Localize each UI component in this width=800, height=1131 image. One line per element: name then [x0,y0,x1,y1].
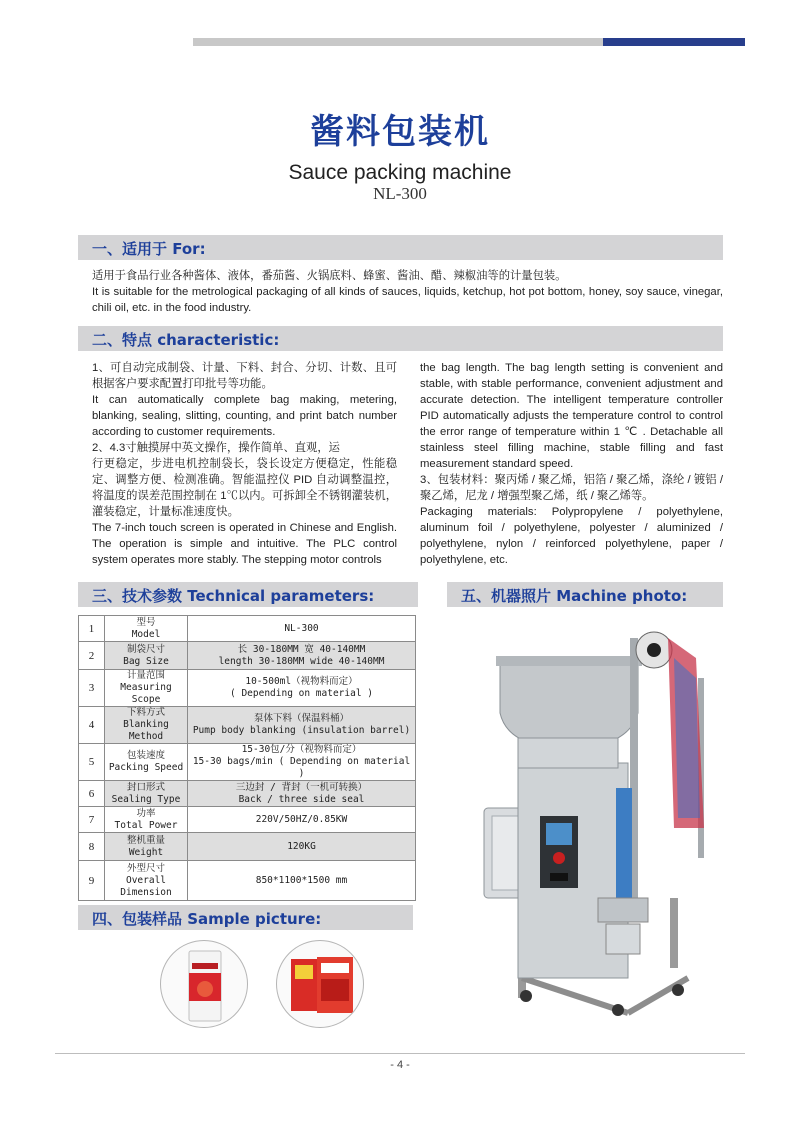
char-point1-en: It can automatically complete bag making, metering, blanking, sealing, slitting, counting, and print batch number according to customer requirements. [92,394,397,438]
param-name-line: Total Power [114,819,178,831]
param-name [105,642,188,670]
param-name-line: 整机重量 [126,834,165,846]
section-for-heading [78,235,723,260]
param-value [188,807,416,833]
param-value-line: 泵体下料（保温料桶） [253,713,349,724]
char-point1-cn: 1、可自动完成制袋、计量、下料、封合、分切、计数、且可根据客户要求配置打印批号等功能。 [92,362,397,390]
sample-picture-2 [276,940,364,1028]
param-value [188,707,416,744]
param-name [105,833,188,861]
param-row [79,781,416,807]
param-name-line: Blanking Method [123,719,169,742]
header-rule-gray [193,38,603,46]
section-for-body [92,268,723,316]
param-value-line: 三边封 / 背封（一机可转换） [235,781,368,793]
param-name-line: Bag Size [123,655,169,667]
characteristic-right-column [420,360,723,568]
param-row [79,833,416,861]
param-value-line: 120KG [287,840,316,852]
page-title-en: Sauce packing machine [288,161,512,184]
param-index: 1 [79,616,105,642]
technical-parameters-table [78,615,416,901]
param-row [79,807,416,833]
section-photo-title: 五、机器照片 Machine photo: [461,587,688,605]
param-value-line: ( Depending on material ) [230,688,373,699]
param-value-line: 长 30-180MM 宽 40-140MM [237,643,366,655]
param-name-line: 封口形式 [126,781,165,793]
for-text-en: It is suitable for the metrological packaging of all kinds of sauces, liquids, ketchup, hot pot bottom, honey, soy sauce, vinegar, chili oil, etc. in the food industry. [92,286,723,314]
char-point2-en: The 7-inch touch screen is operated in Chinese and English. The operation is simple and intuitive. The PLC control system operates more stably. The stepping motor controls [92,522,397,566]
char-point3-en: Packaging materials: Polypropylene / polyethylene, aluminum foil / polyethylene, polyester / aluminized / polyethylene, nylon / reinforced polyethylene, paper / polyethylene, etc. [420,506,723,566]
param-name [105,670,188,707]
char-point3-cn: 3、包装材料：聚丙烯 / 聚乙烯，铝箔 / 聚乙烯，涤纶 / 镀铝 / 聚乙烯，尼龙 / 增强型聚乙烯，纸 / 聚乙烯等。 [420,474,723,502]
param-value-line: 220V/50HZ/0.85KW [255,813,348,825]
param-name [105,807,188,833]
param-value-line: 15-30 bags/min ( Depending on material ) [192,756,411,779]
param-name-line: Weight [128,846,164,858]
param-name-line: Overall [125,874,167,886]
machine-photo [478,618,740,1022]
param-value [188,833,416,861]
param-index: 2 [79,642,105,670]
param-row [79,707,416,744]
char-point2-cn-b: 行更稳定，步进电机控制袋长，袋长设定方便稳定，性能稳定、调整方便、检测准确。智能温控仪 PID 自动调整温控，将温度的误差范围控制在 1℃以内。可拆卸全不锈钢灌装机，灌装稳定，计量标准速度快。 [92,458,397,518]
section-technical-title: 三、技术参数 Technical parameters: [92,587,375,605]
param-value-line: 850*1100*1500 mm [255,874,348,886]
param-name [105,616,188,642]
param-value-line: 10-500ml（视物料而定） [245,676,358,687]
param-name-line: Measuring [120,682,172,693]
characteristic-left-column [92,360,397,568]
param-index: 9 [79,861,105,901]
section-for-title: 一、适用于 For: [92,240,206,258]
for-text-cn: 适用于食品行业各种酱体、液体，番茄酱、火锅底料、蜂蜜、酱油、醋、辣椒油等的计量包装。 [92,270,567,282]
char-point2-en-cont: the bag length. The bag length setting is convenient and stable, with stable performance, convenient adjustment and accurate detection. The intelligent temperature controller PID automatically adjusts the temperature control to control the error range of temperature within 1 ℃ . Detachable all stainless steel filling machine, stable filling and fast measurement standard speed. [420,362,723,470]
param-name-line: Dimension [120,886,172,898]
footer-rule [55,1053,745,1054]
param-row [79,744,416,781]
param-value-line: 15-30包/分（视物料而定） [241,744,362,755]
param-row [79,670,416,707]
model-number: NL-300 [373,184,427,203]
param-value-line: Pump body blanking (insulation barrel) [192,725,411,736]
section-sample-title: 四、包装样品 Sample picture: [92,910,322,928]
param-name [105,861,188,901]
param-value [188,781,416,807]
param-value [188,616,416,642]
param-index: 6 [79,781,105,807]
param-name-line: 包装速度 [126,750,165,761]
param-value-line: NL-300 [284,622,319,634]
param-value-line: length 30-180MM wide 40-140MM [218,655,385,667]
param-index: 7 [79,807,105,833]
param-name-line: 计量范围 [126,670,165,681]
param-name [105,707,188,744]
param-value-line: Back / three side seal [238,793,365,805]
param-name-line: 制袋尺寸 [126,643,165,655]
param-value [188,861,416,901]
param-index: 3 [79,670,105,707]
header-rule-blue [603,38,745,46]
page-number: - 4 - [390,1059,410,1071]
section-sample-heading [78,905,413,930]
param-name [105,781,188,807]
param-name-line: Packing Speed [108,762,184,773]
param-name-line: 下料方式 [126,707,165,718]
param-row [79,616,416,642]
sauce-sachet-image [161,941,248,1028]
param-name-line: Scope [131,694,161,705]
param-name-line: 外型尺寸 [126,862,165,874]
param-value [188,744,416,781]
param-name-line: 型号 [136,616,156,628]
sauce-pack-image [277,941,364,1028]
param-name-line: Sealing Type [111,793,181,805]
section-characteristic-heading [78,326,723,351]
param-name [105,744,188,781]
section-characteristic-title: 二、特点 characteristic: [92,331,280,349]
param-row [79,861,416,901]
param-name-line: Model [131,628,161,640]
param-value [188,642,416,670]
char-point2-cn-a: 2、4.3寸触摸屏中英文操作，操作简单、直观，运 [92,442,340,454]
param-value [188,670,416,707]
page-title-cn: 酱料包装机 [310,112,490,152]
param-row [79,642,416,670]
param-index: 8 [79,833,105,861]
param-index: 5 [79,744,105,781]
param-name-line: 功率 [136,807,156,819]
sample-picture-1 [160,940,248,1028]
section-technical-heading [78,582,418,607]
param-index: 4 [79,707,105,744]
section-photo-heading [447,582,723,607]
